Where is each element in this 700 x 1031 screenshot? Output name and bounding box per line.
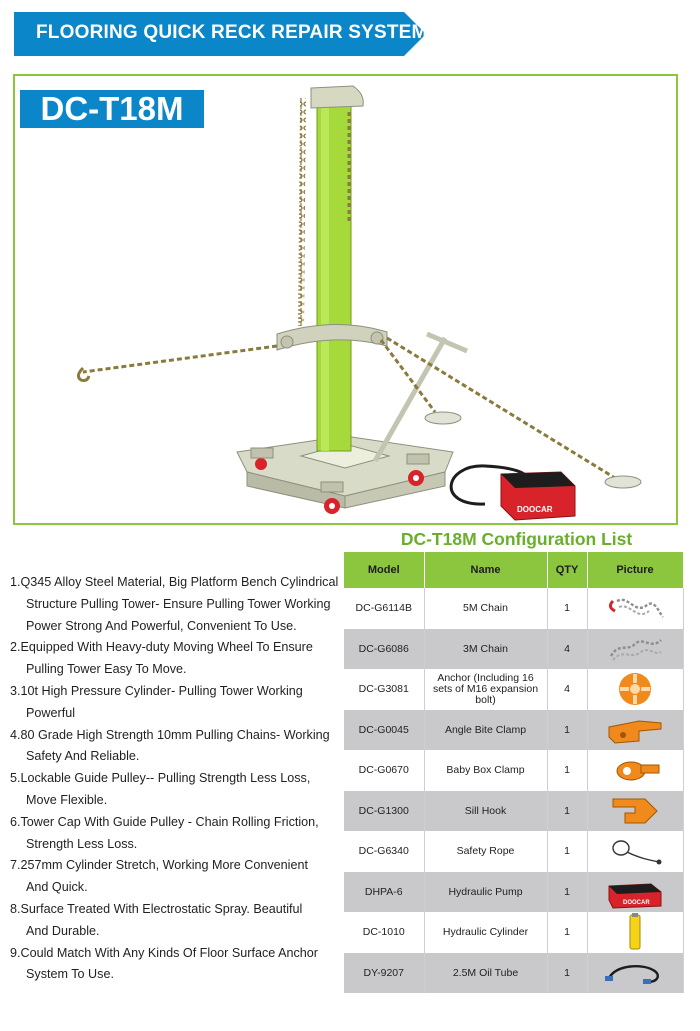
cell-name: 3M Chain (424, 629, 547, 670)
feature-line: 2.Equipped With Heavy-duty Moving Wheel To Ensure (10, 640, 313, 655)
cell-qty: 1 (547, 872, 587, 913)
cell-qty: 1 (547, 953, 587, 994)
cell-model: DC-1010 (344, 912, 424, 953)
feature-item (10, 768, 346, 812)
cell-name: Sill Hook (424, 791, 547, 832)
cell-model: DC-G6340 (344, 831, 424, 872)
table-row (344, 710, 683, 751)
cell-qty: 1 (547, 831, 587, 872)
feature-line: 6.Tower Cap With Guide Pulley - Chain Rolling Friction, (10, 814, 319, 829)
column-header-picture: Picture (587, 552, 683, 588)
table-row (344, 629, 683, 670)
feature-item (10, 725, 346, 769)
cell-model: DC-G6114B (344, 588, 424, 629)
cell-qty: 1 (547, 750, 587, 791)
configuration-table (344, 552, 684, 993)
table-row (344, 953, 683, 994)
cell-name: Angle Bite Clamp (424, 710, 547, 751)
cell-name: Anchor (Including 16 sets of M16 expansion bolt) (424, 669, 547, 710)
feature-item (10, 681, 346, 725)
feature-item (10, 855, 346, 899)
feature-line: 1.Q345 Alloy Steel Material, Big Platform Bench Cylindrical (10, 575, 339, 589)
table-row (344, 669, 683, 710)
feature-line: And Quick. (26, 880, 88, 895)
pump-brand-label: DOOCAR (517, 505, 553, 514)
feature-item (10, 812, 346, 856)
table-row (344, 791, 683, 832)
feature-item (10, 899, 346, 943)
hook-icon (605, 793, 665, 829)
feature-line: System To Use. (26, 967, 114, 982)
cell-name: Safety Rope (424, 831, 547, 872)
table-row (344, 912, 683, 953)
column-header-model: Model (344, 552, 424, 588)
feature-line: Power Strong And Powerful, Convenient To Use. (26, 618, 297, 633)
feature-line: Safety And Reliable. (26, 749, 140, 764)
feature-line: Strength Less Loss. (26, 836, 138, 851)
table-header-row (344, 552, 683, 588)
cell-picture (587, 912, 683, 953)
cell-picture (587, 953, 683, 994)
cell-model: DHPA-6 (344, 872, 424, 913)
cell-model: DC-G1300 (344, 791, 424, 832)
feature-line: Powerful (26, 705, 75, 720)
chain-icon (605, 591, 665, 625)
cell-picture (587, 710, 683, 751)
cell-picture (587, 750, 683, 791)
anchor-plate-icon (615, 671, 655, 707)
table-row (344, 750, 683, 791)
clamp-icon (605, 713, 665, 747)
cell-qty: 4 (547, 669, 587, 710)
cell-name: Hydraulic Pump (424, 872, 547, 913)
cell-qty: 1 (547, 912, 587, 953)
cell-qty: 1 (547, 588, 587, 629)
feature-line: Pulling Tower Easy To Move. (26, 662, 187, 677)
cell-model: DC-G0045 (344, 710, 424, 751)
feature-line: Structure Pulling Tower- Ensure Pulling Tower Working (26, 596, 331, 611)
chain-icon (605, 632, 665, 666)
oil-tube-icon (603, 956, 667, 990)
pump-icon (603, 874, 667, 910)
feature-item (10, 943, 346, 987)
cell-picture (587, 872, 683, 913)
feature-line: 9.Could Match With Any Kinds Of Floor Surface Anchor (10, 945, 318, 960)
clamp-icon (605, 753, 665, 787)
cell-qty: 1 (547, 710, 587, 751)
configuration-title: DC-T18M Configuration List (400, 529, 633, 549)
feature-line: 5.Lockable Guide Pulley-- Pulling Strength Less Loss, (10, 771, 311, 786)
cell-qty: 4 (547, 629, 587, 670)
cell-model: DC-G6086 (344, 629, 424, 670)
cell-name: 2.5M Oil Tube (424, 953, 547, 994)
pulling-tower-illustration (15, 76, 676, 523)
column-header-name: Name (424, 552, 547, 588)
rope-icon (605, 834, 665, 868)
cell-picture (587, 629, 683, 670)
cell-name: Baby Box Clamp (424, 750, 547, 791)
cell-name: 5M Chain (424, 588, 547, 629)
cell-picture (587, 588, 683, 629)
feature-line: 3.10t High Pressure Cylinder- Pulling Tower Working (10, 683, 303, 698)
features-list (10, 572, 346, 986)
feature-line: 7.257mm Cylinder Stretch, Working More Convenient (10, 858, 308, 873)
model-title: DC-T18M (40, 90, 184, 127)
table-row (344, 872, 683, 913)
cell-model: DY-9207 (344, 953, 424, 994)
page-title: FLOORING QUICK RECK REPAIR SYSTEM (36, 22, 428, 43)
feature-item (10, 572, 346, 637)
feature-line: 4.80 Grade High Strength 10mm Pulling Chains- Working (10, 727, 330, 742)
column-header-qty: QTY (547, 552, 587, 588)
cell-picture (587, 669, 683, 710)
model-label (20, 90, 204, 128)
table-row (344, 588, 683, 629)
feature-line: And Durable. (26, 923, 100, 938)
cell-qty: 1 (547, 791, 587, 832)
cell-model: DC-G3081 (344, 669, 424, 710)
cell-name: Hydraulic Cylinder (424, 912, 547, 953)
cell-picture (587, 791, 683, 832)
feature-line: 8.Surface Treated With Electrostatic Spray. Beautiful (10, 901, 303, 916)
pump-icon-brand: DOOCAR (623, 899, 650, 906)
cell-picture (587, 831, 683, 872)
cylinder-icon (620, 913, 650, 951)
cell-model: DC-G0670 (344, 750, 424, 791)
feature-item (10, 637, 346, 681)
header-banner (14, 12, 426, 56)
feature-line: Move Flexible. (26, 792, 108, 807)
table-row (344, 831, 683, 872)
